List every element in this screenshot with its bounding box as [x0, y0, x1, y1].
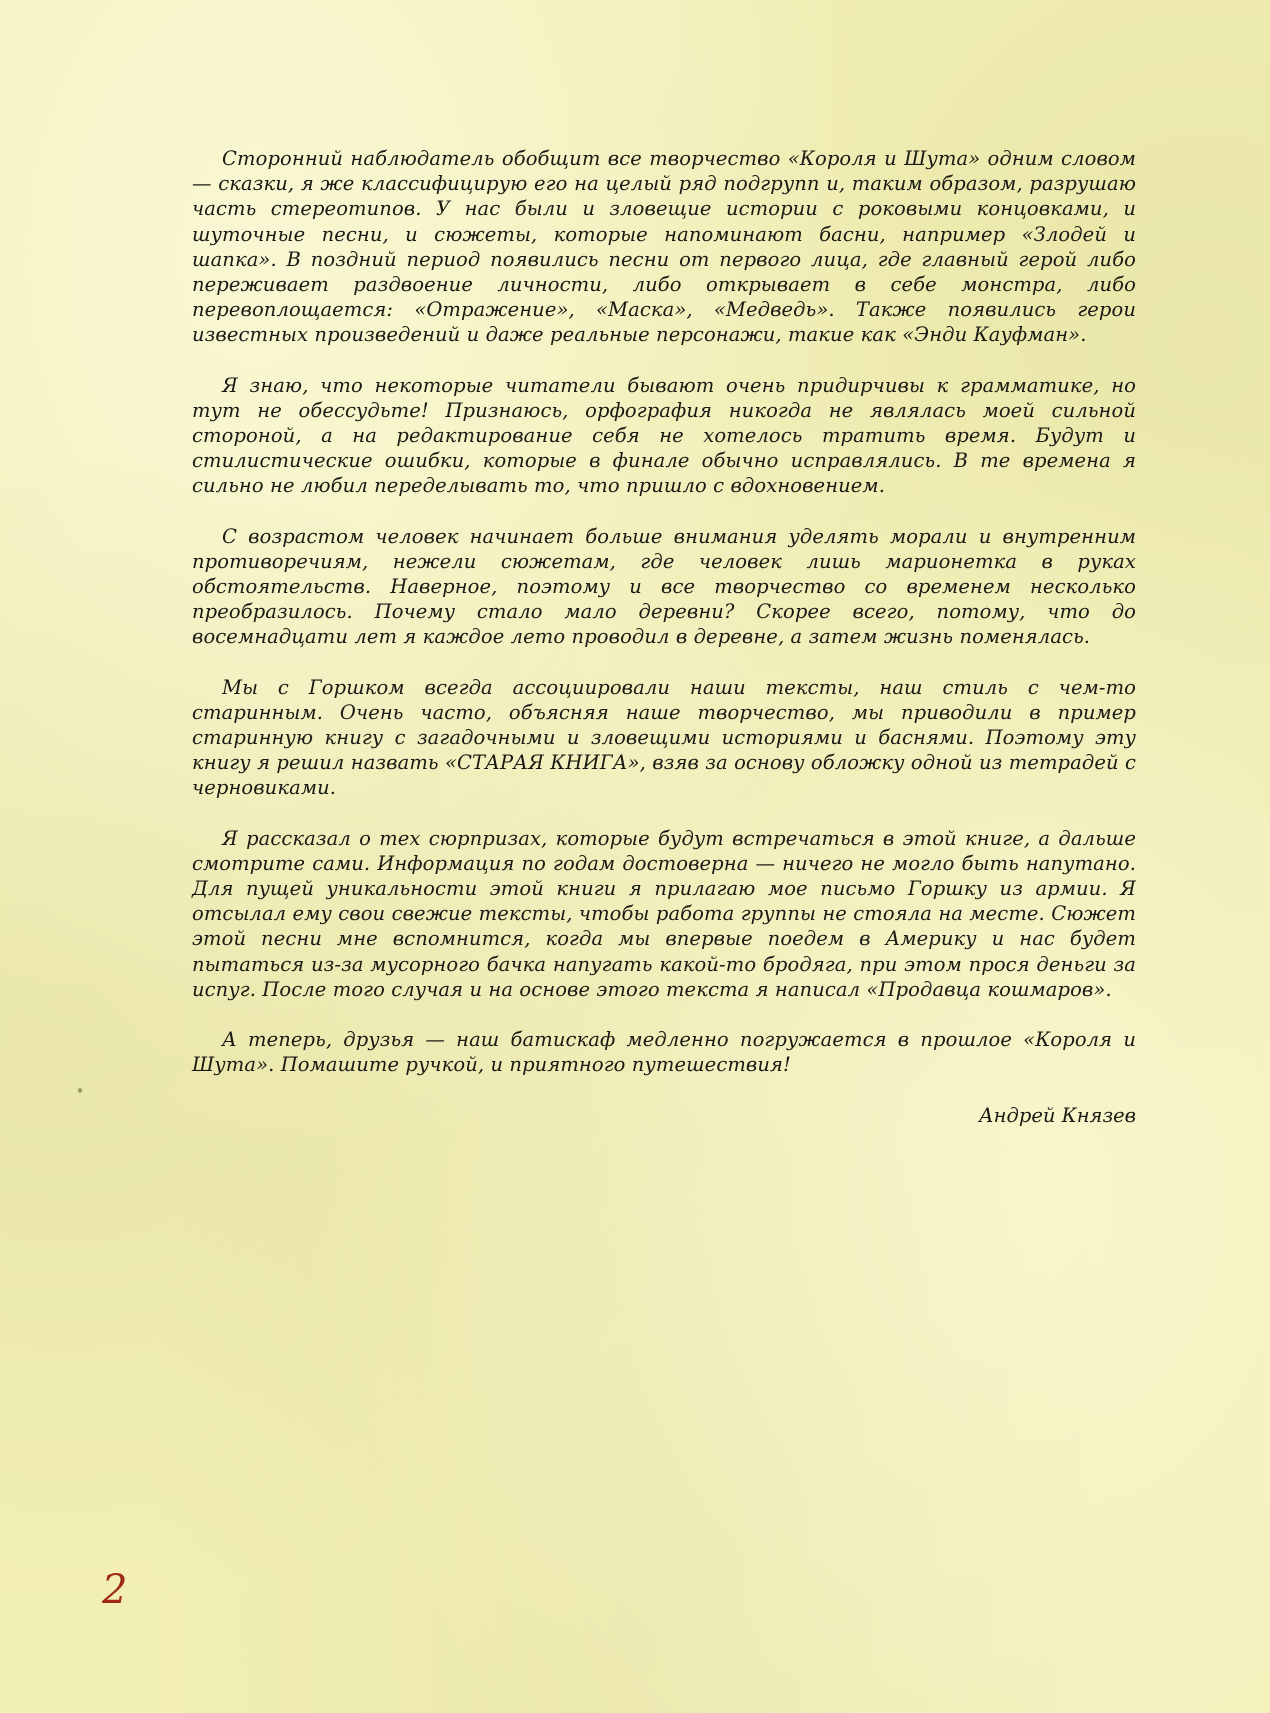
- paragraph-1: Сторонний наблюдатель обобщит все творчество «Короля и Шута» одним словом — сказки, я же классифицирую его на целый ряд подгрупп и, таким образом, разрушаю часть стереотипов. У нас были и зловещие истории с роковыми концовками, и шуточные песни, и сюжеты, которые напоминают басни, например «Злодей и шапка». В поздний период появились песни от первого лица, где главный герой либо переживает раздвоение личности, либо открывает в себе монстра, либо перевоплощается: «Отражение», «Маска», «Медведь». Также появились герои известных произведений и даже реальные персонажи, такие как «Энди Кауфман».: [192, 147, 1136, 347]
- paper-speck: [78, 1088, 82, 1093]
- paragraph-4: Мы с Горшком всегда ассоциировали наши тексты, наш стиль с чем-то старинным. Очень часто, объясняя наше творчество, мы приводили в пример старинную книгу с загадочными и зловещими историями и баснями. Поэтому эту книгу я решил назвать «СТАРАЯ КНИГА», взяв за основу обложку одной из тетрадей с черновиками.: [192, 675, 1136, 800]
- paragraph-6: А теперь, друзья — наш батискаф медленно погружается в прошлое «Короля и Шута». Помашите ручкой, и приятного путешествия!: [192, 1028, 1136, 1077]
- author-signature: Андрей Князев: [978, 1103, 1136, 1127]
- paragraph-5: Я рассказал о тех сюрпризах, которые будут встречаться в этой книге, а дальше смотрите сами. Информация по годам достоверна — ничего не могло быть напутано. Для пущей уникальности этой книги я прилагаю мое письмо Горшку из армии. Я отсылал ему свои свежие тексты, чтобы работа группы не стояла на месте. Сюжет этой песни мне вспомнится, когда мы впервые поедем в Америку и нас будет пытаться из-за мусорного бачка напугать какой-то бродяга, при этом прося деньги за испуг. После того случая и на основе этого текста я написал «Продавца кошмаров».: [192, 826, 1136, 1001]
- page-number: 2: [102, 1567, 128, 1613]
- paragraph-2: Я знаю, что некоторые читатели бывают очень придирчивы к грамматике, но тут не обессудьте! Признаюсь, орфография никогда не являлась моей сильной стороной, а на редактирование себя не хотелось тратить время. Будут и стилистические ошибки, которые в финале обычно исправлялись. В те времена я сильно не любил переделывать то, что пришло с вдохновением.: [192, 373, 1136, 498]
- paragraph-3: С возрастом человек начинает больше внимания уделять морали и внутренним противоречиям, нежели сюжетам, где человек лишь марионетка в руках обстоятельств. Наверное, поэтому и все творчество со временем несколько преобразилось. Почему стало мало деревни? Скорее всего, потому, что до восемнадцати лет я каждое лето проводил в деревне, а затем жизнь поменялась.: [192, 524, 1136, 649]
- text-body: [192, 146, 1136, 1128]
